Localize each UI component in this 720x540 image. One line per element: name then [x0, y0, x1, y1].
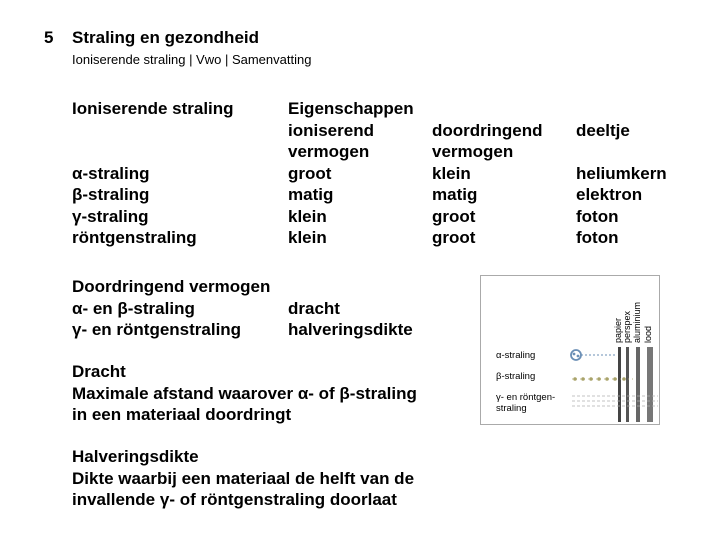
material-label-aluminium: aluminium — [632, 301, 642, 343]
penetration-section — [72, 276, 413, 341]
halflayer-text-line-2: invallende γ- of röntgenstraling doorlaat — [72, 490, 397, 509]
alpha-radiation-label: α-straling — [496, 350, 536, 361]
column-header-ionizing-2: vermogen — [288, 142, 370, 161]
row-type-beta: β-straling — [72, 185, 150, 204]
barrier-paper — [618, 347, 621, 422]
row-type-gamma: γ-straling — [72, 206, 149, 226]
barrier-lead — [647, 347, 653, 422]
table-column-ionizing — [288, 98, 414, 249]
column-header-particle: deeltje — [576, 120, 630, 140]
row-type-alpha: α-straling — [72, 163, 150, 183]
alpha-particle-core-icon — [573, 353, 576, 356]
row-penetrating-xray: groot — [432, 228, 476, 247]
row-ionizing-xray: klein — [288, 228, 327, 247]
barrier-aluminium — [636, 347, 640, 422]
penetration-figure — [480, 275, 660, 425]
column-header-ionizing-1: ioniserend — [288, 120, 374, 140]
row-particle-gamma: foton — [576, 206, 619, 226]
chapter-number: 5 — [44, 28, 54, 47]
row-penetrating-alpha: klein — [432, 163, 471, 183]
halflayer-heading: Halveringsdikte — [72, 447, 199, 466]
row-particle-beta: elektron — [576, 185, 643, 204]
row-ionizing-beta: matig — [288, 185, 334, 204]
penetration-halflayer-term: halveringsdikte — [288, 320, 413, 339]
row-ionizing-gamma: klein — [288, 206, 327, 226]
gamma-label-line-2: straling — [496, 403, 527, 414]
range-heading: Dracht — [72, 362, 126, 381]
column-header-penetrating-1: doordringend — [432, 120, 543, 140]
gamma-radiation-label — [496, 392, 555, 414]
penetration-range-term: dracht — [288, 298, 340, 318]
barrier-perspex — [626, 347, 629, 422]
table-column-penetrating — [432, 120, 542, 249]
halflayer-definition — [72, 446, 414, 511]
row-type-xray: röntgenstraling — [72, 228, 197, 247]
table-column-radiation-type — [72, 98, 234, 249]
column-header-penetrating-2: vermogen — [432, 142, 514, 161]
halflayer-text-line-1: Dikte waarbij een materiaal de helft van de — [72, 468, 415, 488]
penetration-gamma-xray: γ- en röntgenstraling — [72, 320, 242, 339]
penetration-alpha-beta: α- en β-straling — [72, 298, 195, 318]
chapter-title: Straling en gezondheid — [72, 28, 260, 47]
material-label-lead: lood — [643, 325, 653, 343]
material-label-paper: papier — [613, 317, 623, 343]
beta-radiation-label: β-straling — [496, 371, 536, 382]
column-header-radiation: Ioniserende straling — [72, 99, 234, 118]
column-header-properties: Eigenschappen — [288, 99, 414, 118]
row-particle-alpha: heliumkern — [576, 163, 667, 183]
row-penetrating-beta: matig — [432, 185, 478, 204]
penetration-heading: Doordringend vermogen — [72, 277, 271, 296]
material-label-perspex: perspex — [622, 310, 632, 343]
row-ionizing-alpha: groot — [288, 163, 332, 183]
table-column-particle — [576, 120, 667, 249]
subtitle: Ioniserende straling | Vwo | Samenvatting — [72, 52, 312, 67]
range-definition — [72, 361, 417, 426]
row-particle-xray: foton — [576, 228, 619, 247]
range-text-line-2: in een materiaal doordringt — [72, 405, 292, 424]
row-penetrating-gamma: groot — [432, 206, 476, 226]
gamma-label-line-1: γ- en röntgen- — [496, 392, 556, 403]
alpha-particle-core-icon — [577, 355, 580, 358]
range-text-line-1: Maximale afstand waarover α- of β-straling — [72, 383, 417, 403]
